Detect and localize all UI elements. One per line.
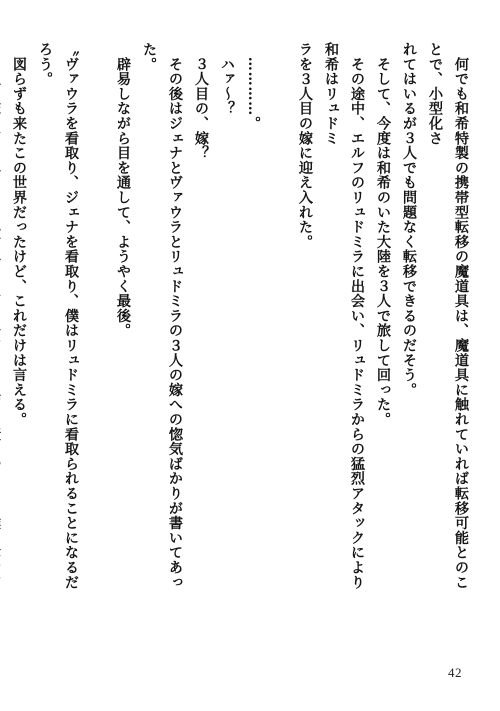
blank-line <box>84 42 110 602</box>
body-text <box>0 42 474 602</box>
page-number: 42 <box>448 665 462 680</box>
text-line: 辟易しながら目を通して、ようやく最後。 <box>115 42 131 338</box>
text-line: ３人目の、嫁？ <box>193 42 209 161</box>
blank-line <box>266 42 292 602</box>
text-line <box>0 42 6 602</box>
text-line: そして、今度は和希のいた大陸を３人で旅して回った。 <box>375 42 391 427</box>
text-line: その後はジェナとヴァウラとリュドミラの３人の嫁への惚気ばかりが書いてあった。 <box>141 42 183 590</box>
text-line: 〝ヴァウラを看取り、ジェナを看取り、僕はリュドミラに看取られることになるだろう。 <box>37 42 79 590</box>
text-line: れてはいるが３人でも問題なく転移できるのだそう。 <box>401 42 417 398</box>
text-line: …………。 <box>245 42 261 131</box>
text-line: 何でも和希特製の携帯型転移の魔道具は、魔道具に触れていれば転移可能とのことで、小型化さ <box>427 42 469 590</box>
text-line: ハァ～？ <box>219 42 235 116</box>
text-line: その途中、エルフのリュドミラに出会い、リュドミラからの猛烈アタックにより和希はリュドミ <box>323 42 365 590</box>
text-line: 図らずも来たこの世界だったけど、これだけは言える。 <box>11 42 27 427</box>
text-line: ラを３人目の嫁に迎え入れた。 <box>297 42 313 250</box>
